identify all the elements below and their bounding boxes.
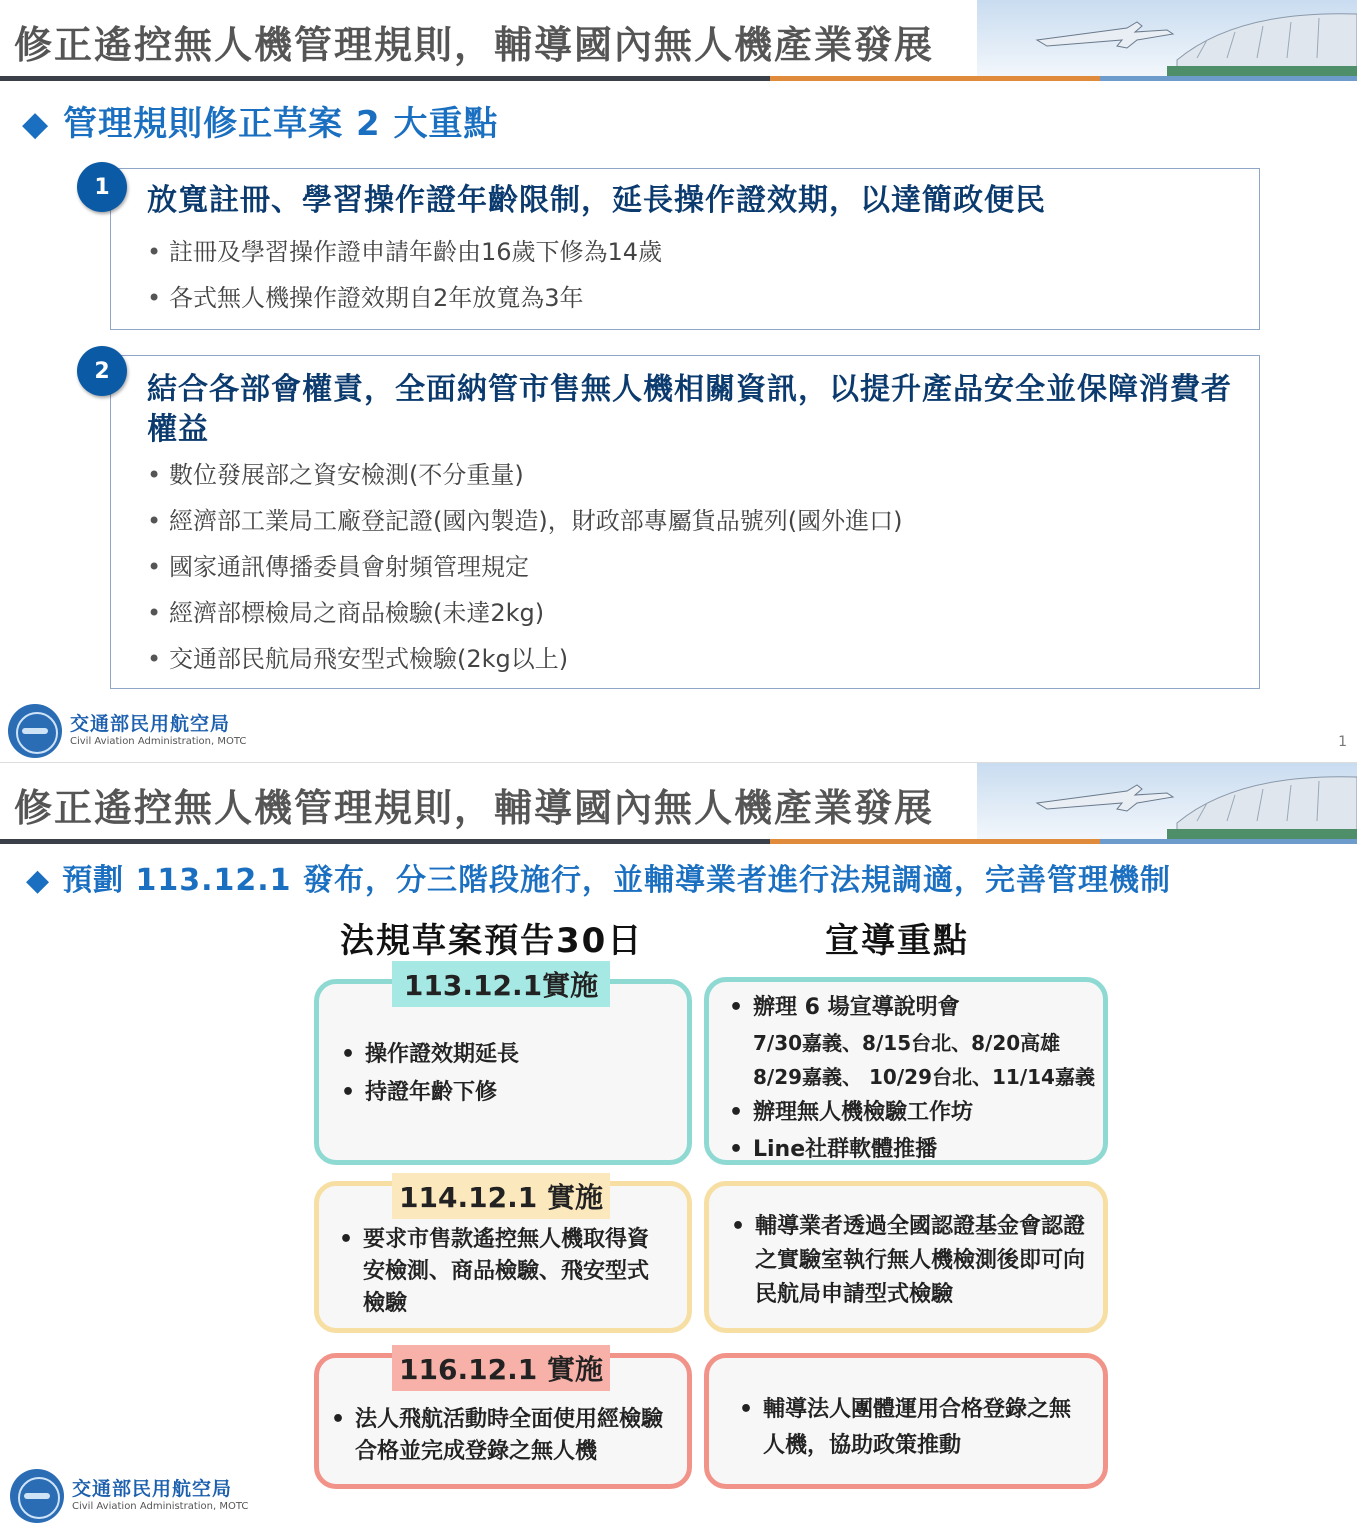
section-heading-text: 預劃 113.12.1 發布，分三階段施行，並輔導業者進行法規調適，完善管理機制: [62, 863, 1172, 898]
list-item: • 各式無人機操作證效期自2年放寬為3年: [147, 284, 584, 312]
phase-box-right: [704, 977, 1108, 1165]
section-heading: [26, 855, 1171, 899]
header-title: 修正遙控無人機管理規則，輔導國內無人機產業發展: [14, 23, 935, 67]
airplane-terminal-image: [977, 0, 1357, 80]
phase-tag: 114.12.1 實施: [392, 1173, 610, 1219]
org-name-cn: 交通部民用航空局: [72, 1478, 233, 1500]
phase-box-right: [704, 1353, 1108, 1489]
number-badge: 1: [77, 162, 127, 212]
slide-1: [0, 0, 1357, 762]
list-item: • 國家通訊傳播委員會射頻管理規定: [147, 553, 529, 581]
list-item: 7/30嘉義、8/15台北、8/20高雄: [753, 1031, 1061, 1055]
airplane-terminal-image: [977, 763, 1357, 843]
card-title: 結合各部會權責，全面納管市售無人機相關資訊，以提升產品安全並保障消費者權益: [147, 372, 1232, 447]
bullet-list: [729, 990, 1095, 1168]
list-item: • 持證年齡下修: [341, 1074, 519, 1112]
card-title: 放寬註冊、學習操作證年齡限制，延長操作證效期，以達簡政便民: [147, 183, 1046, 218]
list-item: • 輔導業者透過全國認證基金會認證之實驗室執行無人機檢測後即可向民航局申請型式檢驗: [731, 1210, 1087, 1312]
column-heading-right: 宣導重點: [825, 921, 969, 961]
page-number: 1: [1338, 734, 1347, 750]
list-item: • 要求市售款遙控無人機取得資安檢測、商品檢驗、飛安型式檢驗: [339, 1224, 669, 1320]
org-name-en: Civil Aviation Administration, MOTC: [70, 736, 247, 747]
phase-tag: 116.12.1 實施: [392, 1345, 610, 1391]
list-item: • 法人飛航活動時全面使用經檢驗合格並完成登錄之無人機: [331, 1404, 681, 1468]
list-item: 8/29嘉義、 10/29台北、11/14嘉義: [753, 1065, 1095, 1089]
diamond-icon: ◆: [26, 863, 51, 898]
point-card-1: [110, 168, 1260, 330]
bullet-list: [339, 1224, 669, 1320]
list-item: • 註冊及學習操作證申請年齡由16歲下修為14歲: [147, 238, 663, 266]
phase-box-right: [704, 1181, 1108, 1333]
list-item: • 經濟部工業局工廠登記證(國內製造)，財政部專屬貨品號列(國外進口): [147, 507, 903, 535]
bullet-list: [739, 1392, 1089, 1464]
caa-seal-icon: [8, 704, 62, 758]
list-item: • 經濟部標檢局之商品檢驗(未達2kg): [147, 599, 545, 627]
number-badge: 2: [77, 346, 127, 396]
org-name-cn: 交通部民用航空局: [70, 713, 231, 735]
header-rule-accent: [770, 76, 1100, 81]
section-heading: [22, 96, 499, 145]
org-name-en: Civil Aviation Administration, MOTC: [72, 1501, 249, 1512]
list-item: • 輔導法人團體運用合格登錄之無人機，協助政策推動: [739, 1392, 1089, 1464]
section-heading-text: 管理規則修正草案 2 大重點: [63, 104, 499, 144]
list-item: • 數位發展部之資安檢測(不分重量): [147, 461, 524, 489]
slide-2: [0, 762, 1357, 1529]
caa-seal-icon: [10, 1469, 64, 1523]
header-rule-accent: [1100, 76, 1357, 81]
header-rule-accent: [770, 839, 1100, 844]
slide-header: [0, 763, 1357, 845]
list-item: • Line社群軟體推播: [729, 1132, 1095, 1168]
list-item: • 辦理無人機檢驗工作坊: [729, 1094, 1095, 1132]
slide-header: [0, 0, 1357, 82]
point-card-2: [110, 355, 1260, 689]
bullet-list: [331, 1404, 681, 1468]
bullet-list: [731, 1210, 1087, 1312]
list-item: • 操作證效期延長: [341, 1036, 519, 1074]
bullet-list: [147, 452, 902, 682]
bullet-list: [341, 1036, 519, 1112]
list-item: • 交通部民航局飛安型式檢驗(2kg以上): [147, 645, 569, 673]
header-title: 修正遙控無人機管理規則，輔導國內無人機產業發展: [14, 786, 935, 830]
bullet-list: [147, 229, 662, 321]
footer-logo: [8, 704, 246, 758]
list-item: • 辦理 6 場宣導說明會: [729, 990, 1095, 1026]
footer-logo: [10, 1469, 248, 1523]
column-heading-left: 法規草案預告30日: [340, 921, 644, 961]
header-rule-accent: [1100, 839, 1357, 844]
phase-tag: 113.12.1實施: [392, 961, 610, 1007]
diamond-icon: ◆: [22, 104, 50, 144]
